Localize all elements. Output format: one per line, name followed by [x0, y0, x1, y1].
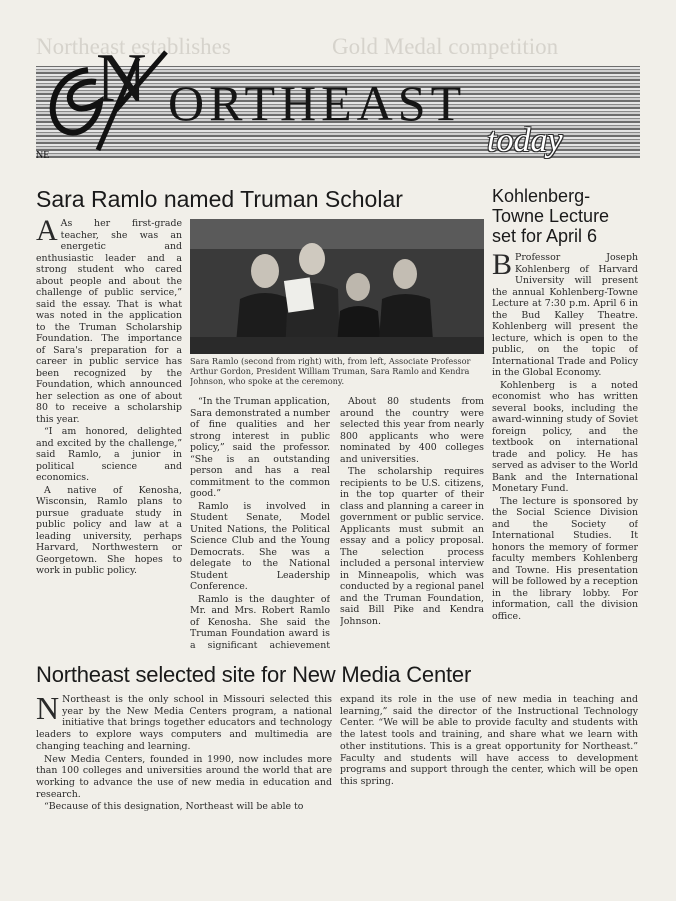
masthead-title: ORTHEAST [168, 75, 467, 131]
drop-cap: B [492, 252, 513, 281]
article2-text: Professor Joseph Kohlenberg of Harvard University will present the annual Kohlenberg-Towne Lecture at 7:30 p.m. April 6 in the Bud Kalley Theatre. Kohlenberg will present the lecture, which is open to the public, on the topic of International Trade and Policy in the Global Economy. [492, 252, 638, 378]
masthead-edition: today [487, 122, 563, 159]
drop-cap: A [36, 218, 58, 247]
article1-text: As her first-grade teacher, she was an energetic and enthusiastic leader and a strong student who cared about people and about the challenge of public service,” said the essay. That is what was noted in the application to the Truman Scholarship Foundation. The importance of Sara's preparation for a career in public service has been recognized by the Foundation, which announced her selection as one of about 80 to receive a scholarship this year. [36, 218, 182, 425]
article3-headline: Northeast selected site for New Media Center [36, 662, 472, 687]
article3-left-column [36, 694, 332, 854]
article1-paragraph: Ramlo is involved in Student Senate, Model United Nations, the Political Science Club and the Young Democrats. She was a delegate to the National Student Leadership Conference. [190, 500, 330, 592]
bleed-through-text-right: Gold Medal competition [332, 34, 559, 59]
article1-paragraph: About 80 students from around the country were selected this year from nearly 800 applicants who were nominated by 400 colleges and universities. [340, 396, 484, 465]
group-photo-icon [190, 219, 484, 354]
article2-body [492, 252, 638, 648]
bleed-through-text-left: Northeast establishes [36, 34, 231, 59]
photo-caption: Sara Ramlo (second from right) with, from left, Associate Professor Arthur Gordon, President William Truman, Sara Ramlo and Kendra Johnson, who spoke at the ceremony. [190, 356, 471, 386]
article1-column3 [340, 396, 484, 650]
article1-headline: Sara Ramlo named Truman Scholar [36, 186, 403, 212]
article1-column1 [36, 218, 182, 648]
logo-lettering: NE [36, 150, 50, 160]
article1-paragraph: The scholarship requires recipients to be U.S. citizens, in the top quarter of their class and planning a career in government or public service. Applicants must submit an essay and a policy proposal. The selection process included a personal interview in Minneapolis, which was conducted by a regional panel and the Truman Foundation, said Bill Pike and Kendra Johnson. [340, 466, 484, 627]
article3-paragraph: “Because of this designation, Northeast will be able to [44, 801, 304, 813]
article1-paragraph [36, 218, 182, 425]
article3-right-column: expand its role in the use of new media in teaching and learning,” said the director of the Instructional Technology Center. “We will be able to provide faculty and students with the latest tools and training, and share what we learn with other institutions. This is a great opportunity for Northeast.” Faculty and students will have access to development programs and support through the center, which will be open this spring. [340, 694, 638, 787]
article1-paragraph: “I am honored, delighted and excited by the challenge,” said Ramlo, a junior in political science and economics. [36, 426, 182, 483]
drop-cap: N [36, 694, 60, 726]
article2-paragraph: Kohlenberg is a noted economist who has written several books, including the award-winning study of Soviet foreign policy, and the textbook on international trade and policy. He has served as adviser to the World Bank and the International Monetary Fund. [492, 379, 638, 494]
article2-paragraph: The lecture is sponsored by the Social Science Division and the Society of International Studies. It honors the memory of former faculty members Kohlenberg and Towne. His presentation will be followed by a reception in the library lobby. For information, call the division office. [492, 495, 638, 622]
article3-paragraph [36, 694, 332, 753]
masthead-initial: N [96, 40, 145, 117]
article1-column2 [190, 396, 330, 650]
article1-photo [190, 219, 484, 354]
article3-paragraph: New Media Centers, founded in 1990, now includes more than 100 colleges and universities around the world that are working to advance the use of new media in education and research. [36, 753, 332, 800]
article1-paragraph: A native of Kenosha, Wisconsin, Ramlo plans to pursue graduate study in public policy and law at a leading university, perhaps Harvard, Northwestern or Georgetown. She hopes to work in public policy. [36, 484, 182, 576]
article3-text: Northeast is the only school in Missouri selected this year by the New Media Centers program, a national initiative that brings together educators and technology leaders to explore ways computers and multimedia are changing teaching and learning. [36, 694, 332, 752]
article2-headline: Kohlenberg-Towne Lecture set for April 6 [492, 186, 610, 246]
article1-paragraph: Ramlo is the daughter of Mr. and Mrs. Robert Ramlo of Kenosha. She said the Truman Foundation award is a significant achievement [190, 593, 330, 650]
article2-paragraph [492, 252, 638, 379]
article1-paragraph: “In the Truman application, Sara demonstrated a number of fine qualities and her strong interest in public policy,” said the professor. “She is an outstanding person and has a real commitment to the common good.” [190, 396, 330, 499]
